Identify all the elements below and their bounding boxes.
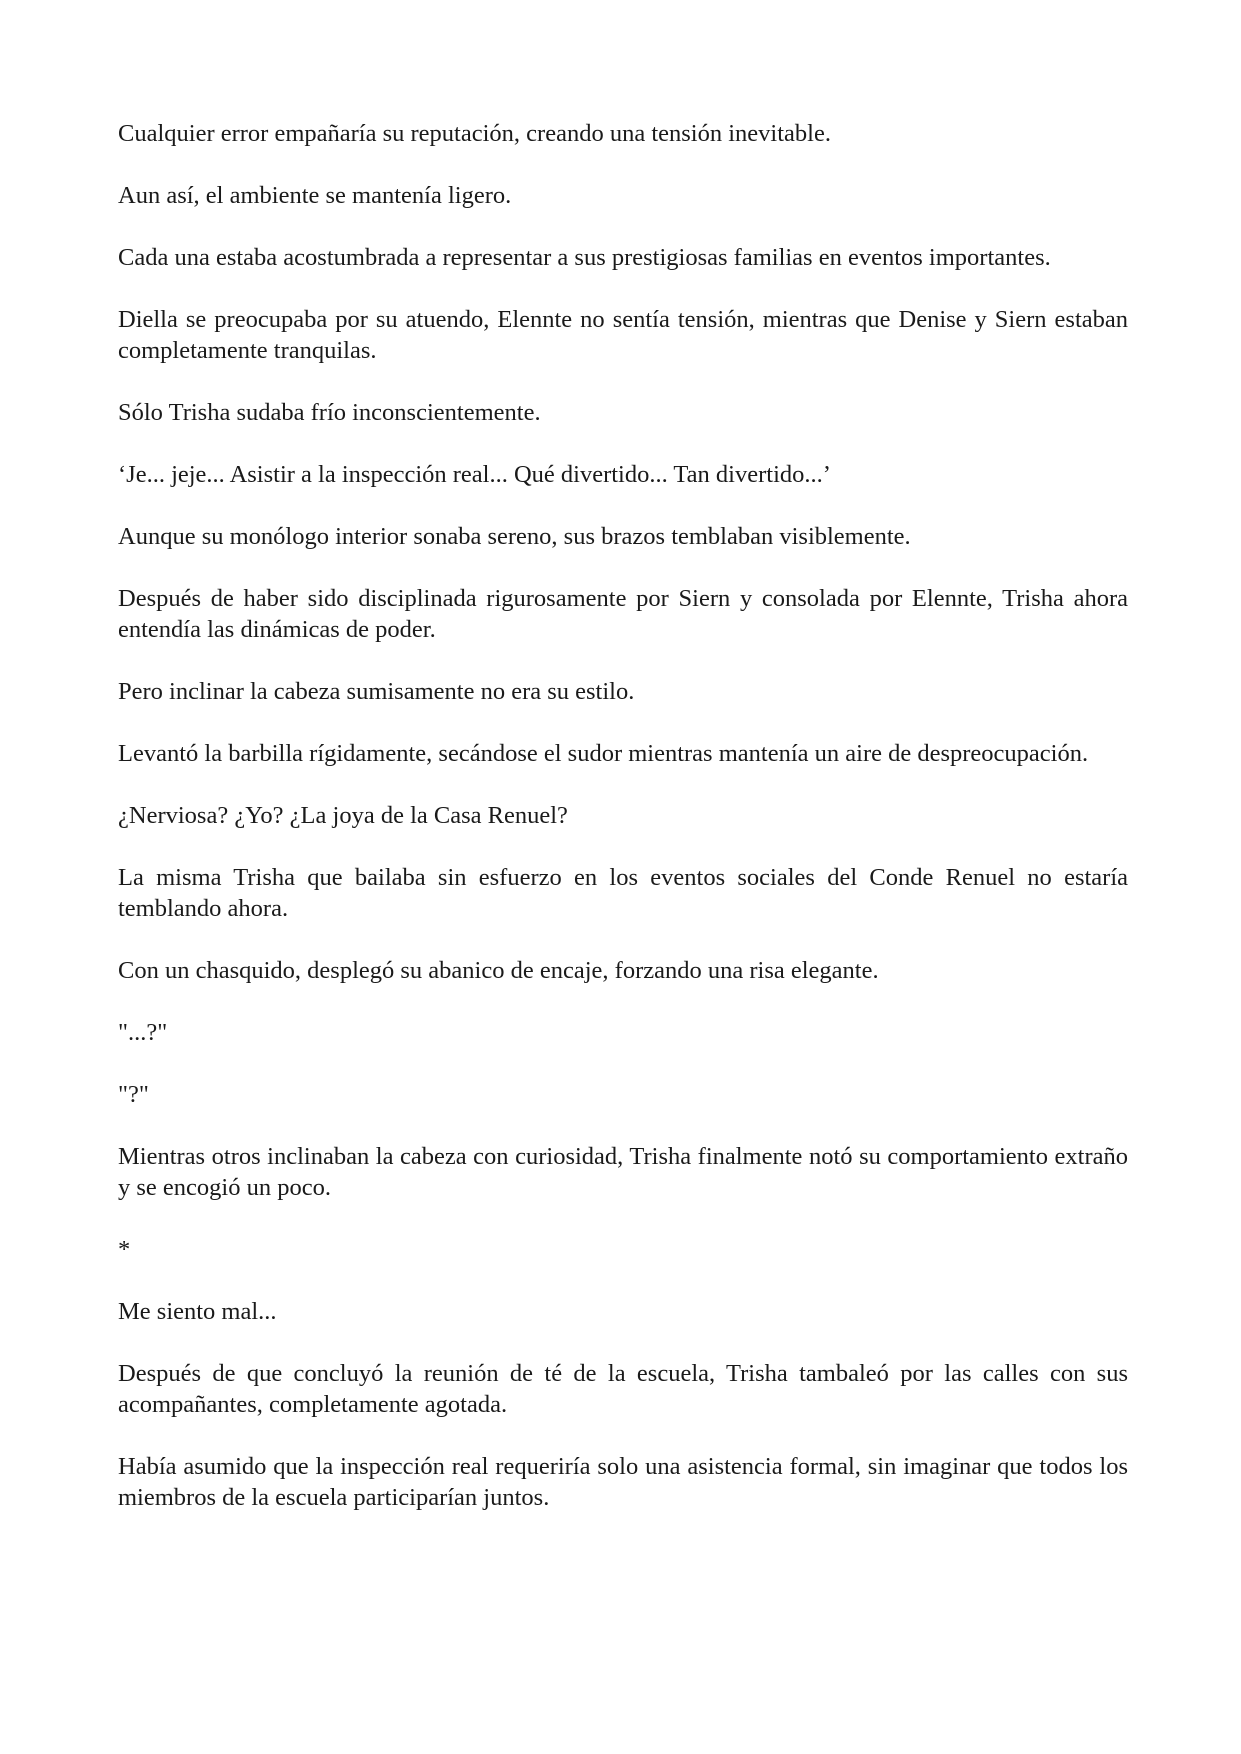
paragraph-1: Cualquier error empañaría su reputación, creando una tensión inevitable. [118,120,831,147]
paragraph-7: Aunque su monólogo interior sonaba sereno, sus brazos temblaban visiblemente. [118,523,911,550]
paragraph-13: Con un chasquido, desplegó su abanico de encaje, forzando una risa elegante. [118,957,879,984]
paragraph-9: Pero inclinar la cabeza sumisamente no era su estilo. [118,678,635,705]
paragraph-10: Levantó la barbilla rígidamente, secándose el sudor mientras mantenía un aire de despreocupación. [118,740,1089,767]
paragraph-2: Aun así, el ambiente se mantenía ligero. [118,182,512,209]
paragraph-16: Mientras otros inclinaban la cabeza con curiosidad, Trisha finalmente notó su comportamiento extraño y se encogió un poco. [118,1143,1128,1201]
paragraph-8: Después de haber sido disciplinada rigurosamente por Siern y consolada por Elennte, Trisha ahora entendía las dinámicas de poder. [118,585,1128,643]
paragraph-5: Sólo Trisha sudaba frío inconscientemente. [118,399,541,426]
paragraph-11: ¿Nerviosa? ¿Yo? ¿La joya de la Casa Renuel? [118,802,568,829]
scene-break: * [118,1236,131,1263]
paragraph-12: La misma Trisha que bailaba sin esfuerzo en los eventos sociales del Conde Renuel no estaría temblando ahora. [118,864,1128,922]
body-text [118,118,1128,1544]
paragraph-4: Diella se preocupaba por su atuendo, Elennte no sentía tensión, mientras que Denise y Siern estaban completamente tranquilas. [118,306,1128,364]
paragraph-6: ‘Je... jeje... Asistir a la inspección real... Qué divertido... Tan divertido...’ [118,461,831,488]
paragraph-19: Después de que concluyó la reunión de té de la escuela, Trisha tambaleó por las calles con sus acompañantes, completamente agotada. [118,1360,1128,1418]
paragraph-18: Me siento mal... [118,1298,277,1325]
paragraph-20: Había asumido que la inspección real requeriría solo una asistencia formal, sin imaginar que todos los miembros de la escuela participarían juntos. [118,1453,1128,1511]
paragraph-3: Cada una estaba acostumbrada a representar a sus prestigiosas familias en eventos importantes. [118,244,1051,271]
paragraph-14: "...?" [118,1019,168,1046]
paragraph-15: "?" [118,1081,149,1108]
